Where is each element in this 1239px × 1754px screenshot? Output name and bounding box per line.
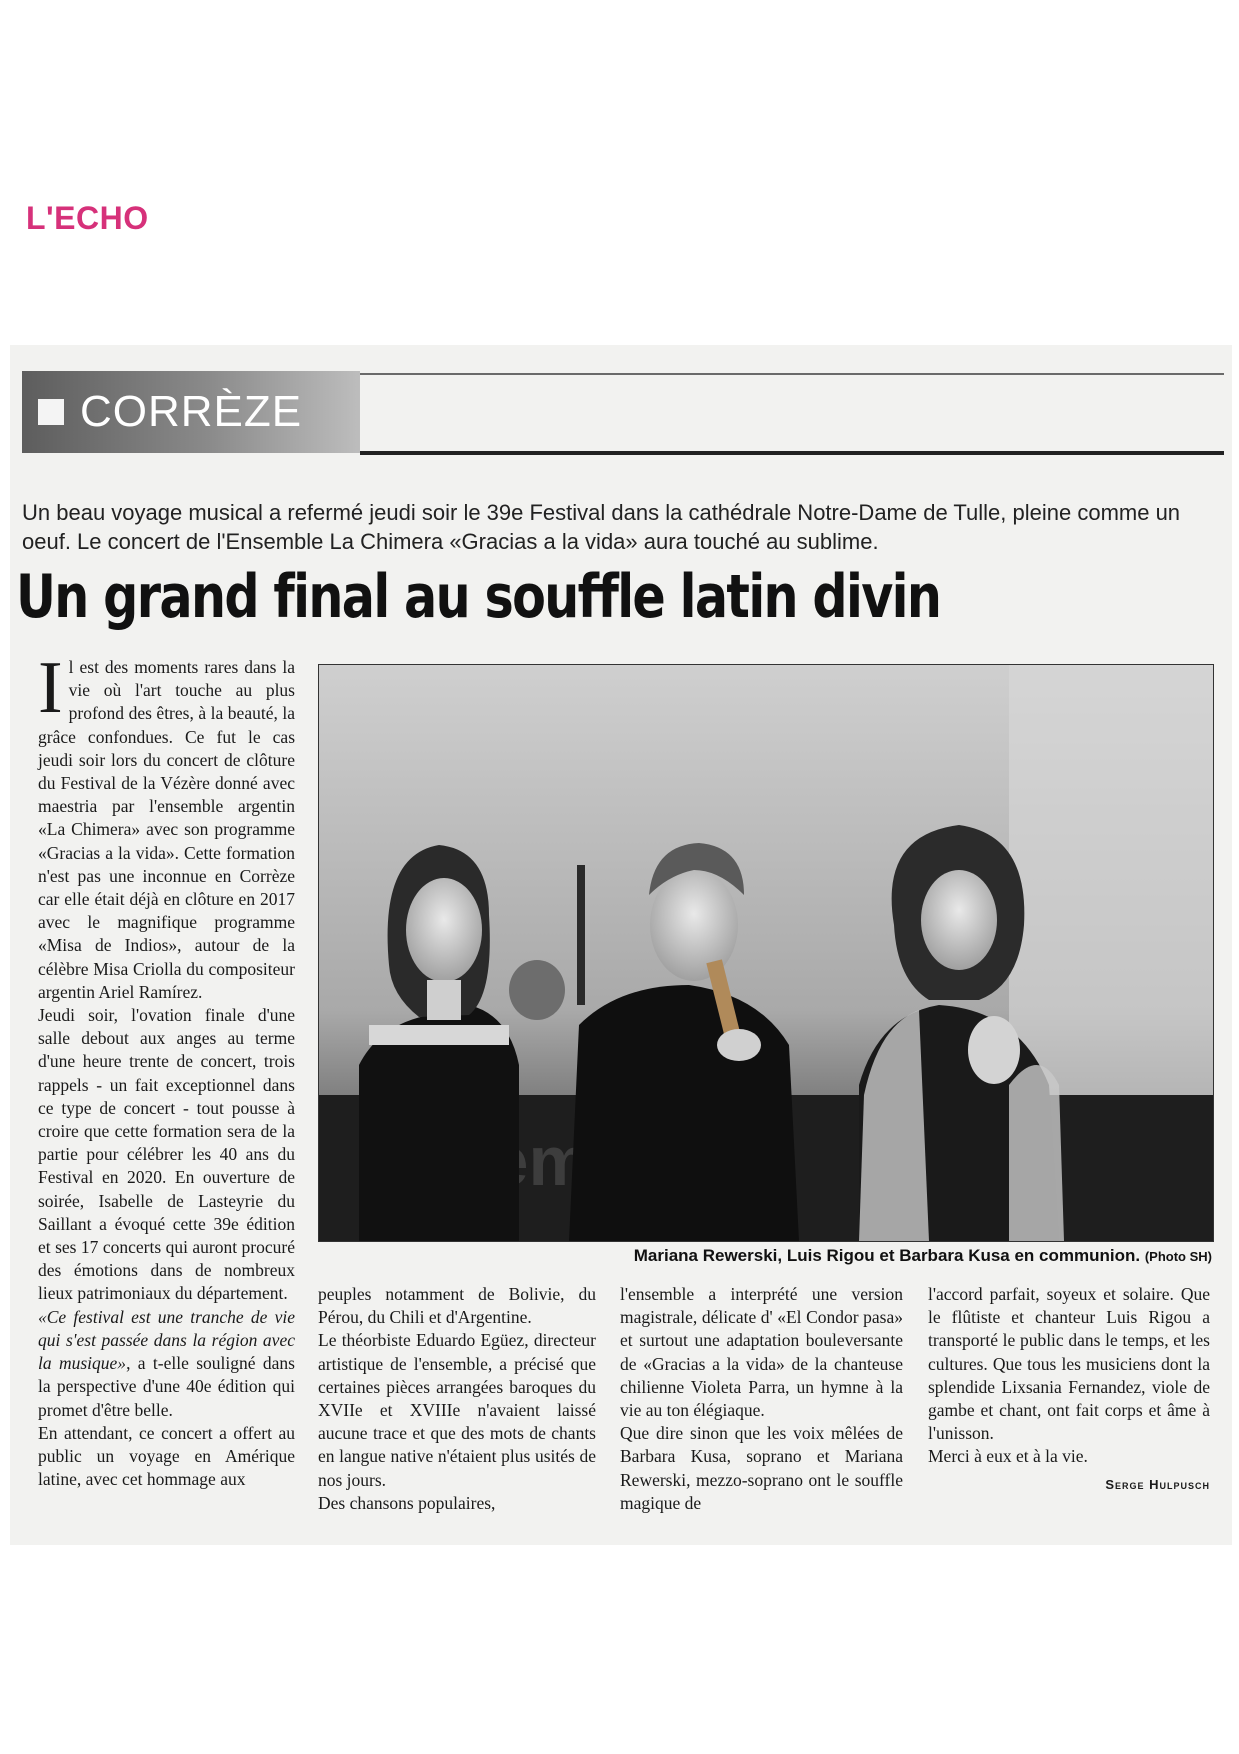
- section-header: [22, 371, 360, 453]
- paragraph: Des chansons populaires,: [318, 1492, 496, 1513]
- article-column-4: [928, 1283, 1210, 1496]
- caption-text: Mariana Rewerski, Luis Rigou et Barbara Kusa en communion.: [633, 1246, 1141, 1265]
- drop-cap: I: [38, 647, 63, 729]
- quote: «Ce festival est une tranche de vie qui s'est passée dans la région avec la musique»: [38, 1306, 295, 1374]
- paragraph: l'accord parfait, soyeux et solaire. Que le flûtiste et chanteur Luis Rigou a transporté le public dans le temps, et les cultures. Que tous les musiciens dont la splendide Lixsania Fernandez, viole de gambe et chant, ont fait corps et âme à l'unisson.: [928, 1284, 1210, 1444]
- paragraph: peuples notamment de Bolivie, du Pérou, du Chili et d'Argentine.: [318, 1284, 596, 1328]
- paragraph: Jeudi soir, l'ovation finale d'une salle debout aux anges au terme d'une heure trente de concert, trois rappels - un fait exceptionnel dans ce type de concert - tout pousse à croire que cette formation sera de la partie pour célébrer les 40 ans du Festival en 2020. En ouverture de soirée, Isabelle de Lasteyrie du Saillant a évoqué cette 39e édition et ses 17 concerts qui auront procuré des émotions dans de nombreux lieux patrimoniaux du département.: [38, 1005, 295, 1304]
- paragraph: Merci à eux et à la vie.: [928, 1446, 1088, 1467]
- concert-photo-image: [319, 665, 1213, 1241]
- paragraph: [38, 1306, 295, 1422]
- section-title: CORRÈZE: [80, 387, 303, 436]
- paragraph: Que dire sinon que les voix mêlées de Barbara Kusa, soprano et Mariana Rewerski, mezzo-soprano ont le souffle magique de: [620, 1423, 903, 1513]
- section-square-icon: [38, 399, 64, 425]
- article-deck: Un beau voyage musical a refermé jeudi soir le 39e Festival dans la cathédrale Notre-Dame de Tulle, pleine comme un oeuf. Le concert de l'Ensemble La Chimera «Gracias a la vida» aura touché au sublime.: [22, 500, 1181, 554]
- paragraph: En attendant, ce concert a offert au public un voyage en Amérique latine, avec cet hommage aux: [38, 1422, 295, 1490]
- article-column-3: [620, 1283, 903, 1515]
- publication-brand: L'ECHO: [26, 200, 149, 236]
- author-signature: Serge Hulpusch: [1105, 1476, 1210, 1492]
- article-headline: Un grand final au souffle latin divin: [16, 562, 941, 632]
- photo-credit: (Photo SH): [1144, 1249, 1212, 1264]
- paragraph: l est des moments rares dans la vie où l'art touche au plus profond des êtres, à la beauté, la grâce confondues. Ce fut le cas jeudi soir lors du concert de clôture du Festival de la Vézère donné avec maestria par l'ensemble argentin «La Chimera» avec son programme «Gracias a la vida». Cette formation n'est pas une inconnue en Corrèze car elle était déjà en clôture en 2017 avec le magnifique programme «Misa de Indios», autour de la célèbre Misa Criolla du compositeur argentin Ariel Ramírez.: [38, 657, 295, 1002]
- paragraph: l'ensemble a interprété une version magistrale, délicate d' «El Condor pasa» et surtout une adaptation bouleversante de «Gracias a la vida» de la chanteuse chilienne Violeta Parra, un hymne à la vie au ton élégiaque.: [620, 1284, 903, 1421]
- paragraph: Le théorbiste Eduardo Egüez, directeur artistique de l'ensemble, a précisé que certaines pièces arrangées baroques du XVIIe et XVIIIe n'avaient laissé aucune trace et que des mots de chants en langue native n'étaient plus usités de nos jours.: [318, 1330, 596, 1490]
- quote-attribution: , a t-elle souligné dans la perspective d'une 40e édition qui promet d'être belle.: [38, 1353, 295, 1420]
- concert-photo: [318, 664, 1214, 1242]
- article-column-1: [38, 647, 295, 1491]
- photo-caption: [318, 1246, 1212, 1266]
- article-column-2: [318, 1283, 596, 1515]
- section-rule: [360, 451, 1224, 455]
